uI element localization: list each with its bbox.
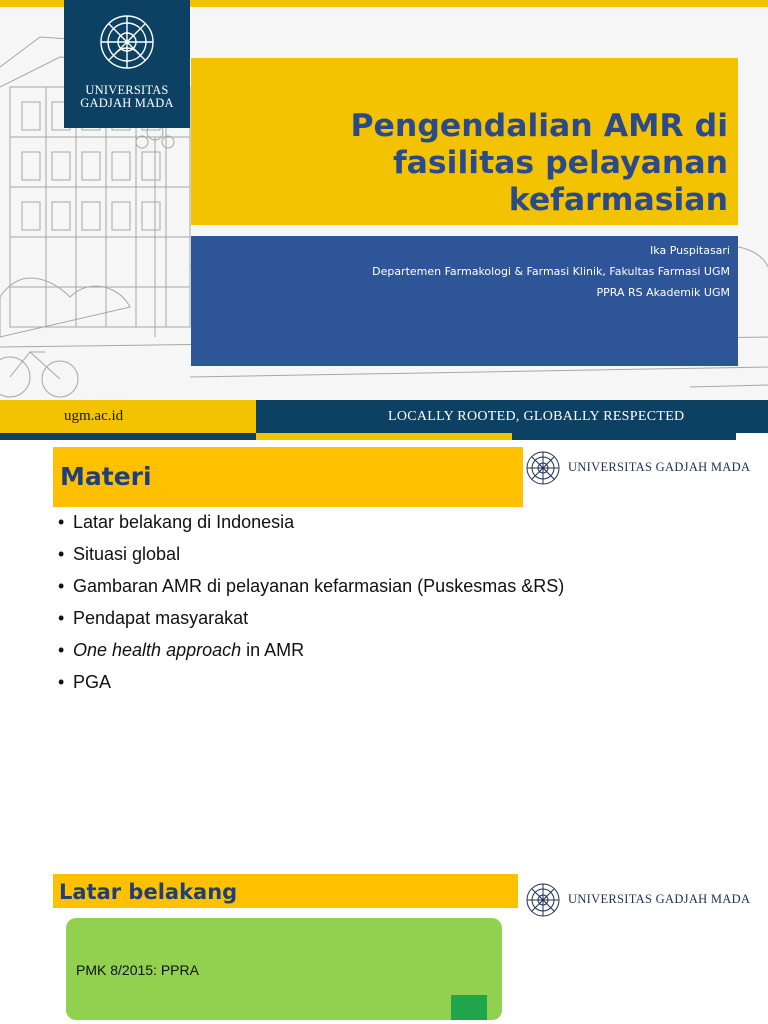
- agenda-title-bar: [53, 447, 523, 507]
- footer-motto: LOCALLY ROOTED, GLOBALLY RESPECTED: [388, 409, 685, 424]
- author-affiliation: PPRA RS Akademik UGM: [596, 286, 730, 299]
- list-item: • Gambaran AMR di pelayanan kefarmasian (Puskesmas &RS): [58, 576, 565, 596]
- background-title-bar: [53, 874, 518, 908]
- ugm-seal-icon: [95, 10, 159, 74]
- agenda-list: [58, 510, 758, 702]
- university-brand: UNIVERSITAS GADJAH MADA: [568, 892, 751, 906]
- list-item: • Pendapat masyarakat: [58, 608, 249, 628]
- regulation-box: [66, 918, 502, 1020]
- list-item: • Latar belakang di Indonesia: [58, 512, 295, 532]
- title-panel: [191, 58, 738, 225]
- title-line-2: fasilitas pelayanan: [392, 145, 728, 181]
- author-name: Ika Puspitasari: [650, 244, 730, 257]
- footer-url-band: [0, 400, 256, 433]
- footer-underline-right: [512, 433, 736, 440]
- list-item: • Situasi global: [58, 544, 181, 564]
- footer-url-link[interactable]: ugm.ac.id: [64, 408, 124, 424]
- university-brand: UNIVERSITAS GADJAH MADA: [568, 460, 751, 474]
- presentation-title: [208, 108, 728, 219]
- ugm-seal-icon: [525, 882, 561, 918]
- author-panel: [191, 236, 738, 366]
- logo-text: [64, 84, 190, 110]
- author-department: Departemen Farmakologi & Farmasi Klinik, Fakultas Farmasi UGM: [372, 265, 730, 278]
- university-logo-block[interactable]: [64, 0, 190, 128]
- green-marker: [451, 995, 487, 1020]
- ugm-seal-icon: [525, 450, 561, 486]
- logo-text-line-1: UNIVERSITAS: [85, 83, 169, 97]
- title-line-3: kefarmasian: [508, 182, 728, 218]
- author-info: [210, 240, 730, 303]
- footer-underline-left: [0, 433, 256, 440]
- slide1-footer: [0, 400, 768, 440]
- agenda-title: Materi: [60, 462, 152, 491]
- title-slide: [0, 0, 768, 440]
- background-slide: [0, 830, 768, 1024]
- logo-text-line-2: GADJAH MADA: [80, 96, 174, 110]
- list-item: • One health approach in AMR: [58, 640, 305, 660]
- title-line-1: Pengendalian AMR di: [350, 108, 728, 144]
- regulation-text: PMK 8/2015: PPRA: [76, 962, 199, 978]
- footer-underline-mid: [256, 433, 512, 440]
- list-item: • PGA: [58, 672, 112, 692]
- agenda-slide: [0, 440, 768, 830]
- background-title: Latar belakang: [59, 880, 238, 904]
